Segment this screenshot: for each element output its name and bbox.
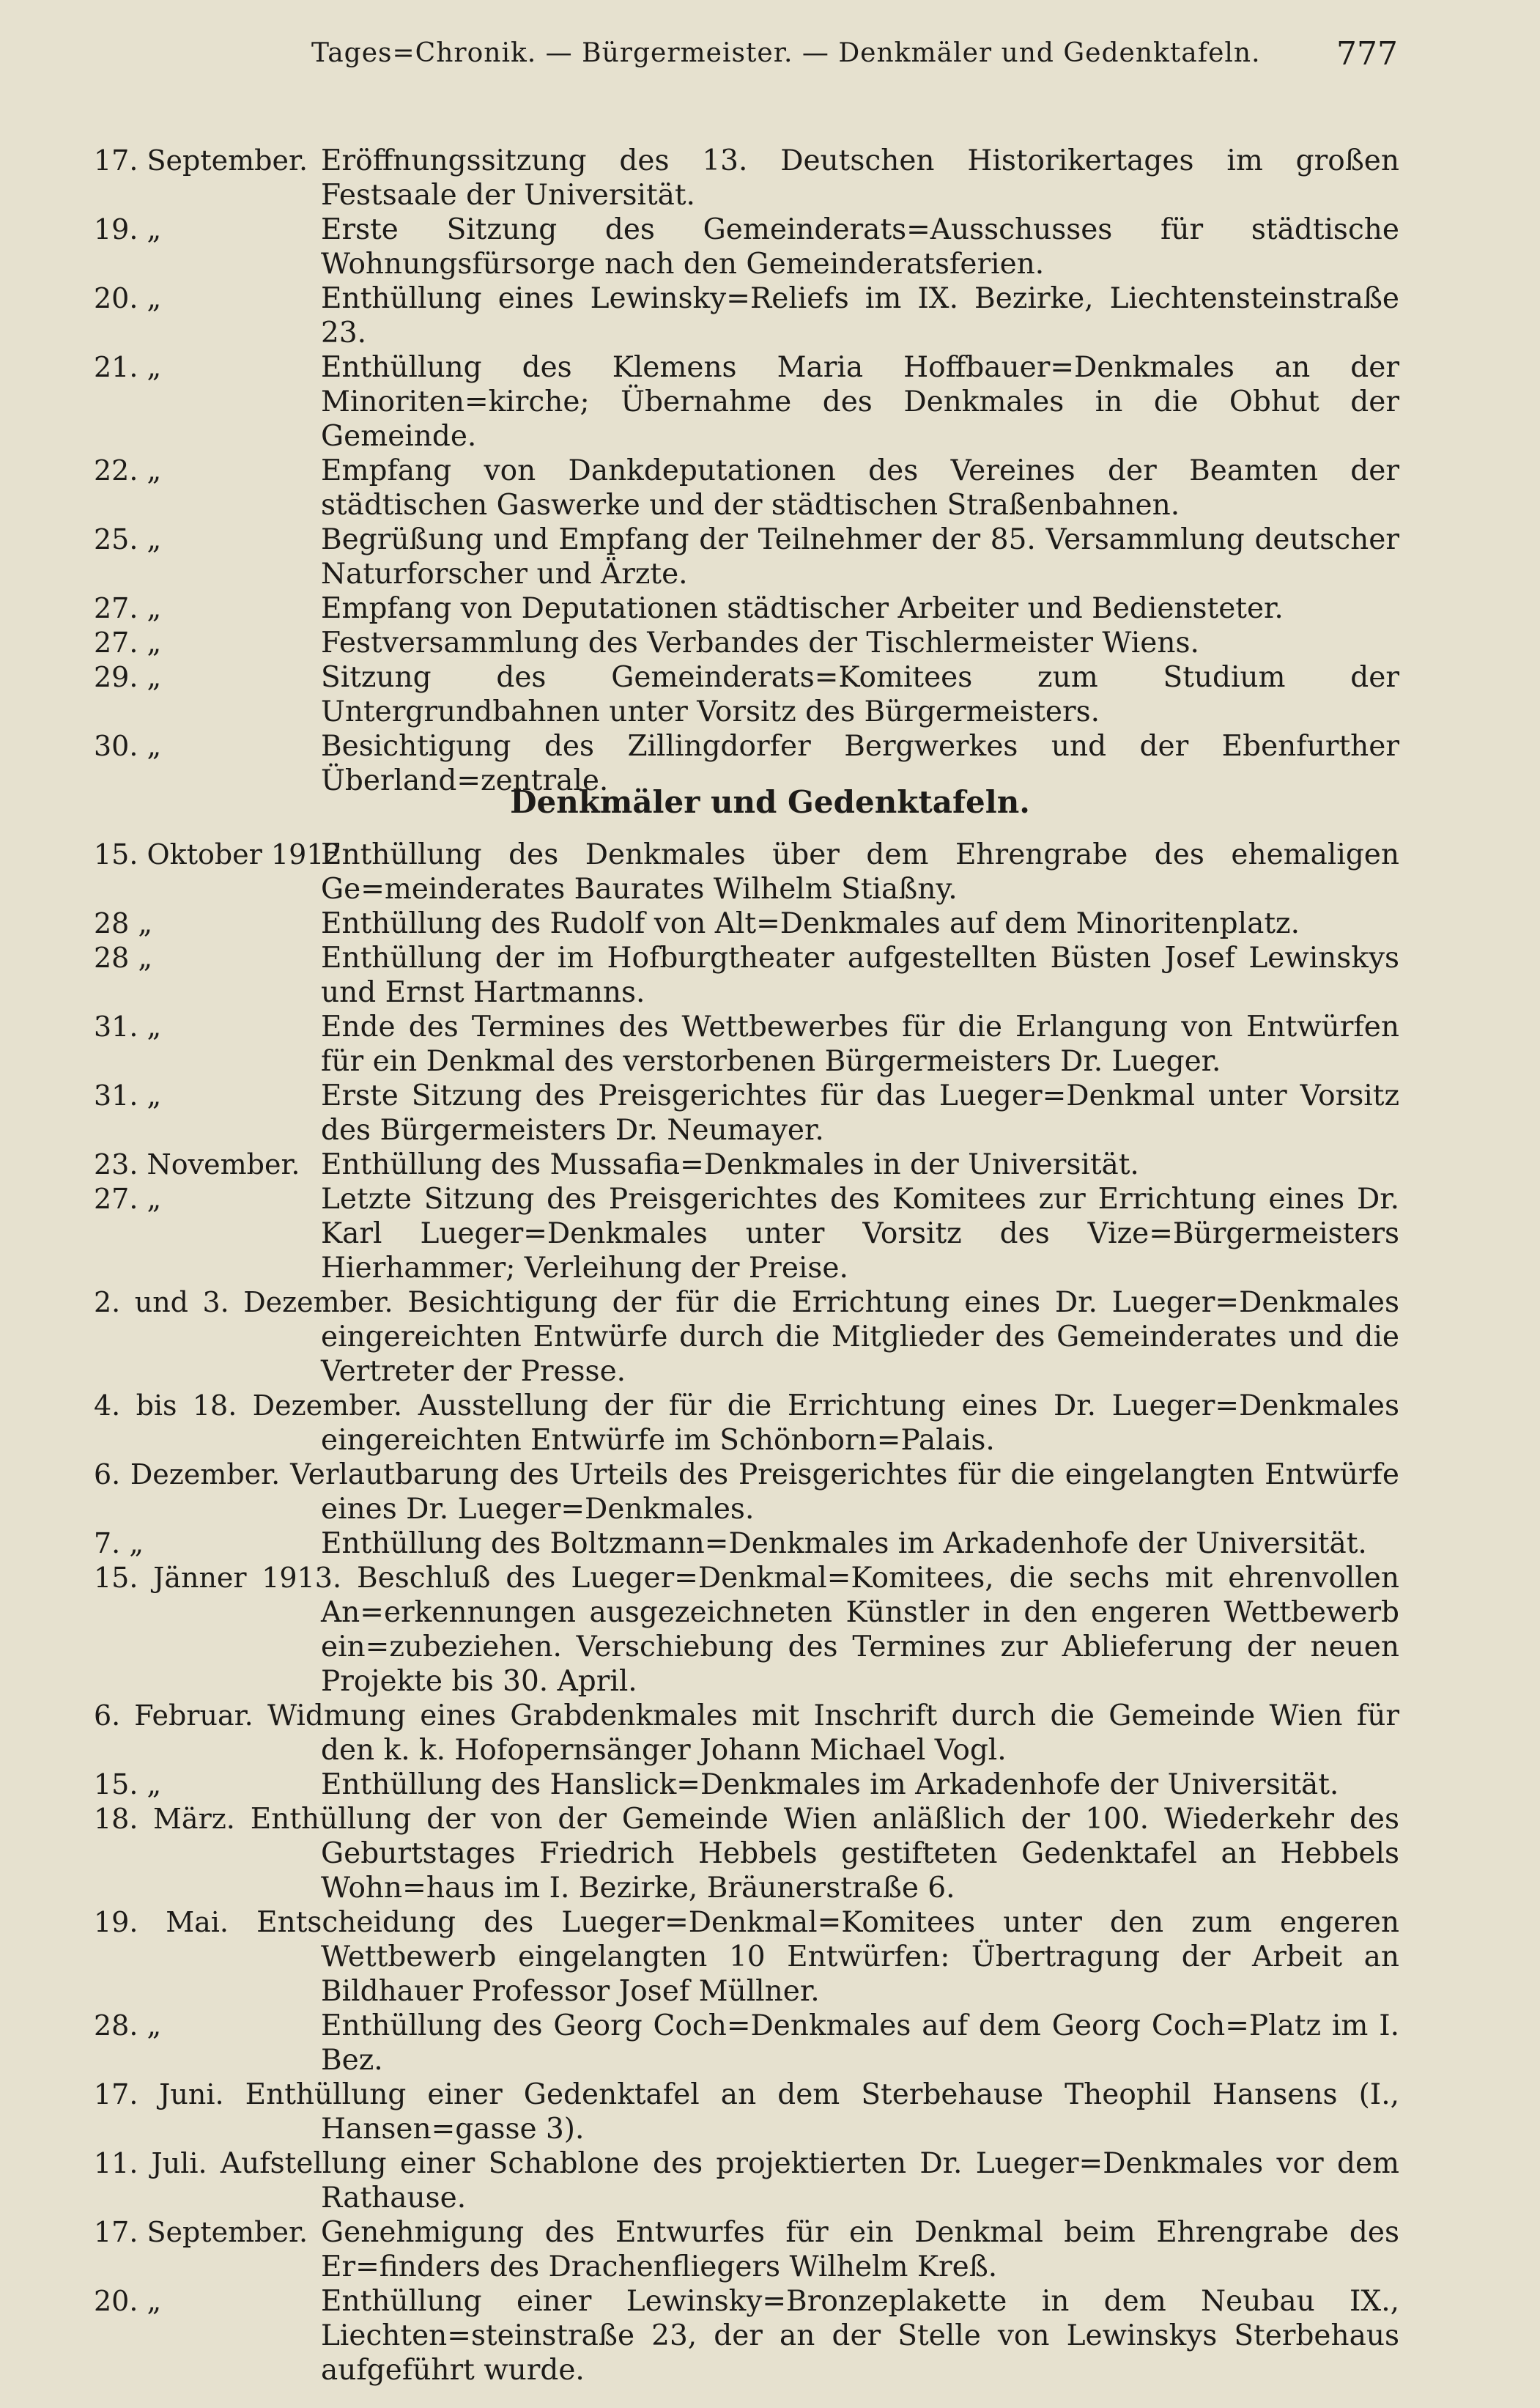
entry-date: 15. Oktober 1912 xyxy=(94,838,342,871)
entry-date: 6. Februar. xyxy=(94,1699,253,1732)
list-item xyxy=(0,2009,1540,2078)
entry-text xyxy=(94,1285,1399,1389)
entry-line xyxy=(94,1802,1399,1905)
entry-line xyxy=(94,1699,1399,1768)
entry-date: 17. September. xyxy=(94,2216,308,2248)
entry-body: Aufstellung einer Schablone des projektierten Dr. Lueger=Denkmales vor dem Rathause. xyxy=(220,2147,1400,2215)
list-item xyxy=(0,1699,1540,1768)
entry-date: 11. Juli. xyxy=(94,2147,207,2179)
entry-date: 21. „ xyxy=(94,351,162,383)
chronik-list xyxy=(0,144,1540,798)
entry-line xyxy=(94,2078,1399,2146)
entry-text: Enthüllung des Rudolf von Alt=Denkmales auf dem Minoritenplatz. xyxy=(321,907,1300,940)
entry-body: Verlautbarung des Urteils des Preisgerichtes für die eingelangten Entwürfe eines Dr. Lueger=Denkmales. xyxy=(290,1458,1399,1526)
entry-date: 15. „ xyxy=(94,1768,162,1801)
entry-line xyxy=(94,1905,1399,2009)
entry-date: 20. „ xyxy=(94,282,162,314)
entry-text: Erste Sitzung des Preisgerichtes für das Lueger=Denkmal unter Vorsitz des Bürgermeisters Dr. Neumayer. xyxy=(321,1079,1399,1147)
entry-date: 17. September. xyxy=(94,144,308,177)
entry-date: 17. Juni. xyxy=(94,2078,224,2110)
entry-text xyxy=(94,1699,1399,1768)
list-item xyxy=(0,454,1540,522)
entry-date: 31. „ xyxy=(94,1079,162,1112)
entry-date: 29. „ xyxy=(94,661,162,693)
entry-text: Empfang von Dankdeputationen des Vereines der Beamten der städtischen Gaswerke und der städtischen Straßenbahnen. xyxy=(321,454,1399,522)
entry-text: Empfang von Deputationen städtischer Arbeiter und Bediensteter. xyxy=(321,592,1284,625)
entry-text xyxy=(94,1389,1399,1458)
list-item xyxy=(0,1079,1540,1148)
entry-text: Begrüßung und Empfang der Teilnehmer der 85. Versammlung deutscher Naturforscher und Ärzte. xyxy=(321,523,1399,591)
entry-line xyxy=(94,1458,1399,1526)
entry-text: Erste Sitzung des Gemeinderats=Ausschusses für städtische Wohnungsfürsorge nach den Gemeinderatsferien. xyxy=(321,213,1399,281)
entry-text xyxy=(94,1905,1399,2009)
list-item xyxy=(0,1802,1540,1905)
list-item xyxy=(0,1561,1540,1699)
entry-text: Letzte Sitzung des Preisgerichtes des Komitees zur Errichtung eines Dr. Karl Lueger=Denkmales unter Vorsitz des Vize=Bürgermeisters Hierhammer; Verleihung der Preise. xyxy=(321,1183,1399,1285)
entry-date: 27. „ xyxy=(94,627,162,659)
entry-line xyxy=(94,2146,1399,2215)
list-item xyxy=(0,1010,1540,1079)
list-item xyxy=(0,1182,1540,1285)
denkmal-list xyxy=(0,838,1540,2387)
entry-text: Besichtigung des Zillingdorfer Bergwerkes und der Ebenfurther Überland=zentrale. xyxy=(321,730,1399,797)
list-item xyxy=(0,1285,1540,1389)
entry-text: Enthüllung einer Lewinsky=Bronzeplakette in dem Neubau IX., Liechten=steinstraße 23, der an der Stelle von Lewinskys Sterbehaus aufgeführt wurde. xyxy=(321,2285,1399,2387)
entry-text xyxy=(94,2146,1399,2215)
list-item xyxy=(0,144,1540,213)
entry-text xyxy=(94,1458,1399,1526)
entry-body: Entscheidung des Lueger=Denkmal=Komitees unter den zum engeren Wettbewerb eingelangten 10 Entwürfen: Übertragung der Arbeit an Bildhauer Professor Josef Müllner. xyxy=(256,1906,1400,2008)
list-item xyxy=(0,1389,1540,1458)
list-item xyxy=(0,1526,1540,1561)
entry-body: Beschluß des Lueger=Denkmal=Komitees, die sechs mit ehrenvollen An=erkennungen ausgezeichneten Künstler in den engeren Wettbewerb ein=zubeziehen. Verschiebung des Termines zur Ablieferung der neuen Projekte bis 30. April. xyxy=(321,1562,1399,1698)
list-item xyxy=(0,2284,1540,2387)
entry-line xyxy=(94,1285,1399,1389)
entry-text: Eröffnungssitzung des 13. Deutschen Historikertages im großen Festsaale der Universität. xyxy=(321,144,1399,212)
section-title: Denkmäler und Gedenktafeln. xyxy=(510,784,1030,820)
list-item xyxy=(0,1905,1540,2009)
entry-text: Ende des Termines des Wettbewerbes für die Erlangung von Entwürfen für ein Denkmal des verstorbenen Bürgermeisters Dr. Lueger. xyxy=(321,1011,1399,1078)
list-item xyxy=(0,838,1540,906)
entry-date: 27. „ xyxy=(94,1183,162,1215)
entry-date: 22. „ xyxy=(94,454,162,487)
list-item xyxy=(0,1148,1540,1182)
list-item xyxy=(0,906,1540,941)
entry-text: Enthüllung des Hanslick=Denkmales im Arkadenhofe der Universität. xyxy=(321,1768,1339,1801)
entry-date: 20. „ xyxy=(94,2285,162,2317)
entry-text: Enthüllung des Klemens Maria Hoffbauer=Denkmales an der Minoriten=kirche; Übernahme des Denkmales in die Obhut der Gemeinde. xyxy=(321,351,1399,453)
entry-date: 30. „ xyxy=(94,730,162,762)
entry-date: 15. Jänner 1913. xyxy=(94,1562,342,1594)
entry-text: Enthüllung eines Lewinsky=Reliefs im IX. Bezirke, Liechtensteinstraße 23. xyxy=(321,282,1399,350)
list-item xyxy=(0,626,1540,660)
entry-date: 19. „ xyxy=(94,213,162,245)
entry-line xyxy=(94,1561,1399,1699)
entry-text: Genehmigung des Entwurfes für ein Denkmal beim Ehrengrabe des Er=finders des Drachenfliegers Wilhelm Kreß. xyxy=(321,2216,1399,2283)
entry-date: 27. „ xyxy=(94,592,162,624)
list-item xyxy=(0,1458,1540,1526)
entry-date: 2. und 3. Dezember. xyxy=(94,1286,393,1318)
entry-date: 25. „ xyxy=(94,523,162,555)
page-number: 777 xyxy=(1336,35,1398,73)
list-item xyxy=(0,522,1540,591)
entry-text: Enthüllung des Denkmales über dem Ehrengrabe des ehemaligen Ge=meinderates Baurates Wilhelm Stiaßny. xyxy=(321,838,1399,906)
entry-date: 6. Dezember. xyxy=(94,1458,281,1491)
entry-date: 4. bis 18. Dezember. xyxy=(94,1389,403,1422)
entry-text xyxy=(94,1802,1399,1905)
entry-text: Sitzung des Gemeinderats=Komitees zum Studium der Untergrundbahnen unter Vorsitz des Bürgermeisters. xyxy=(321,661,1399,728)
entry-text: Enthüllung des Mussafia=Denkmales in der Universität. xyxy=(321,1148,1139,1181)
entry-body: Enthüllung einer Gedenktafel an dem Sterbehause Theophil Hansens (I., Hansen=gasse 3). xyxy=(245,2078,1399,2146)
entry-body: Besichtigung der für die Errichtung eines Dr. Lueger=Denkmales eingereichten Entwürfe durch die Mitglieder des Gemeinderates und die Vertreter der Presse. xyxy=(321,1286,1399,1388)
list-item xyxy=(0,1768,1540,1802)
entry-date: 28 „ xyxy=(94,942,153,974)
list-item xyxy=(0,591,1540,626)
entry-body: Widmung eines Grabdenkmales mit Inschrift durch die Gemeinde Wien für den k. k. Hofopernsänger Johann Michael Vogl. xyxy=(267,1699,1399,1767)
list-item xyxy=(0,350,1540,454)
entry-date: 7. „ xyxy=(94,1527,144,1559)
entry-text: Enthüllung des Boltzmann=Denkmales im Arkadenhofe der Universität. xyxy=(321,1527,1367,1560)
entry-date: 31. „ xyxy=(94,1011,162,1043)
entry-line xyxy=(94,1389,1399,1458)
entry-date: 28. „ xyxy=(94,2009,162,2042)
entry-text xyxy=(94,2078,1399,2146)
list-item xyxy=(0,213,1540,281)
entry-date: 23. November. xyxy=(94,1148,300,1181)
list-item xyxy=(0,660,1540,729)
list-item xyxy=(0,2215,1540,2284)
entry-date: 19. Mai. xyxy=(94,1906,229,1938)
entry-text: Enthüllung der im Hofburgtheater aufgestellten Büsten Josef Lewinskys und Ernst Hartmanns. xyxy=(321,942,1399,1009)
entry-text xyxy=(94,1561,1399,1699)
entry-date: 28 „ xyxy=(94,907,153,939)
list-item xyxy=(0,941,1540,1010)
running-head: Tages=Chronik. — Bürgermeister. — Denkmäler und Gedenktafeln. xyxy=(311,38,1261,68)
entry-body: Enthüllung der von der Gemeinde Wien anläßlich der 100. Wiederkehr des Geburtstages Friedrich Hebbels gestifteten Gedenktafel an Hebbels Wohn=haus im I. Bezirke, Bräunerstraße 6. xyxy=(250,1803,1400,1905)
entry-text: Festversammlung des Verbandes der Tischlermeister Wiens. xyxy=(321,627,1199,660)
list-item xyxy=(0,2078,1540,2146)
list-item xyxy=(0,281,1540,350)
entry-body: Ausstellung der für die Errichtung eines Dr. Lueger=Denkmales eingereichten Entwürfe im Schönborn=Palais. xyxy=(321,1389,1400,1457)
entry-date: 18. März. xyxy=(94,1803,235,1835)
entry-text: Enthüllung des Georg Coch=Denkmales auf dem Georg Coch=Platz im I. Bez. xyxy=(321,2009,1399,2077)
list-item xyxy=(0,2146,1540,2215)
